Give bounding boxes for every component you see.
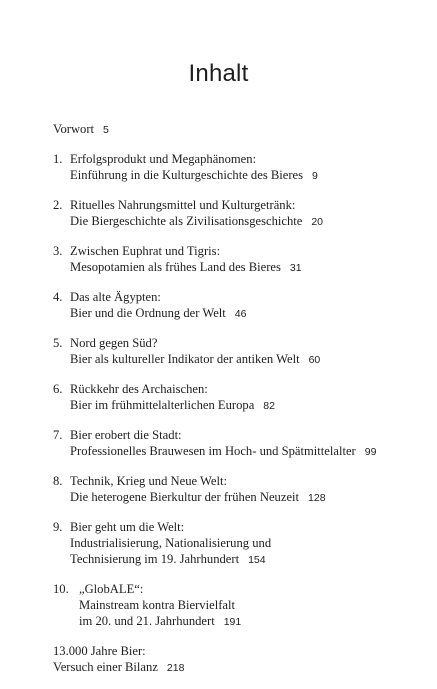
chapter-number: 1. bbox=[53, 152, 63, 166]
entry-subtitle: Technisierung im 19. Jahrhundert bbox=[70, 552, 240, 566]
entry-subtitle: Bier und die Ordnung der Welt bbox=[70, 306, 226, 320]
entry-subtitle-line bbox=[70, 443, 423, 460]
entry-title-line: Erfolgsprodukt und Megaphänomen: bbox=[70, 152, 257, 166]
entry-subtitle-line bbox=[70, 259, 423, 276]
entry-subtitle: Bier als kultureller Indikator der antiken Welt bbox=[70, 352, 300, 366]
toc-entry-chapter-10 bbox=[53, 581, 423, 630]
entry-subtitle: Einführung in die Kulturgeschichte des Bieres bbox=[70, 168, 304, 182]
page-number: 46 bbox=[234, 308, 247, 320]
page-number: 191 bbox=[223, 616, 242, 628]
toc-entry-chapter-1 bbox=[53, 151, 423, 184]
page-number: 31 bbox=[289, 262, 302, 274]
entry-subtitle-line bbox=[70, 305, 423, 322]
page-number: 5 bbox=[103, 124, 109, 136]
entry-title-line: Nord gegen Süd? bbox=[70, 336, 158, 350]
page-title: Inhalt bbox=[188, 60, 249, 87]
toc-entry-chapter-9 bbox=[53, 519, 423, 568]
entry-title: Vorwort bbox=[53, 122, 95, 136]
entry-subtitle: Professionelles Brauwesen im Hoch- und Spätmittelalter bbox=[70, 444, 356, 458]
entry-subtitle: im 20. und 21. Jahrhundert bbox=[79, 614, 215, 628]
entry-title-line: Bier erobert die Stadt: bbox=[70, 428, 182, 442]
chapter-number: 7. bbox=[53, 428, 63, 442]
table-of-contents bbox=[53, 121, 423, 689]
entry-title-line: Bier geht um die Welt: bbox=[70, 520, 185, 534]
entry-title-line: 13.000 Jahre Bier: bbox=[53, 644, 146, 658]
chapter-number: 10. bbox=[53, 582, 69, 596]
toc-entry-chapter-8 bbox=[53, 473, 423, 506]
toc-entry-chapter-3 bbox=[53, 243, 423, 276]
page-number: 99 bbox=[364, 446, 377, 458]
page-number: 82 bbox=[263, 400, 275, 412]
chapter-number: 5. bbox=[53, 336, 63, 350]
chapter-number: 4. bbox=[53, 290, 63, 304]
entry-subtitle: Die heterogene Bierkultur der frühen Neuzeit bbox=[70, 490, 300, 504]
page-number: 128 bbox=[308, 492, 326, 504]
toc-entry-foreword bbox=[53, 121, 423, 138]
entry-subtitle-line bbox=[70, 397, 423, 414]
entry-subtitle: Bier im frühmittelalterlichen Europa bbox=[70, 398, 255, 412]
entry-subtitle-line: Mainstream kontra Biervielfalt bbox=[79, 598, 235, 612]
chapter-number: 8. bbox=[53, 474, 63, 488]
entry-title-line: Rituelles Nahrungsmittel und Kulturgetränk: bbox=[70, 198, 296, 212]
entry-title-line: „GlobALE“: bbox=[79, 582, 144, 596]
entry-subtitle-line bbox=[53, 659, 423, 676]
entry-subtitle-line bbox=[70, 489, 423, 506]
entry-title-line: Technik, Krieg und Neue Welt: bbox=[70, 474, 227, 488]
entry-subtitle-line bbox=[79, 613, 423, 630]
entry-subtitle: Versuch einer Bilanz bbox=[53, 660, 158, 674]
entry-title-line: Zwischen Euphrat und Tigris: bbox=[70, 244, 221, 258]
entry-subtitle-line bbox=[70, 551, 423, 568]
chapter-number: 6. bbox=[53, 382, 63, 396]
entry-title-line: Rückkehr des Archaischen: bbox=[70, 382, 208, 396]
toc-entry-chapter-2 bbox=[53, 197, 423, 230]
entry-title-line: Das alte Ägypten: bbox=[70, 290, 161, 304]
page-number: 60 bbox=[308, 354, 321, 366]
toc-entry-chapter-6 bbox=[53, 381, 423, 414]
toc-entry-chapter-7 bbox=[53, 427, 423, 460]
entry-subtitle-line bbox=[70, 213, 423, 230]
chapter-number: 3. bbox=[53, 244, 63, 258]
chapter-number: 9. bbox=[53, 520, 63, 534]
entry-subtitle-line bbox=[70, 167, 423, 184]
toc-entry-chapter-4 bbox=[53, 289, 423, 322]
entry-subtitle: Die Biergeschichte als Zivilisationsgeschichte bbox=[70, 214, 303, 228]
entry-subtitle-line bbox=[70, 351, 423, 368]
page-number: 20 bbox=[311, 216, 324, 228]
entry-subtitle-line: Industrialisierung, Nationalisierung und bbox=[70, 536, 272, 550]
page-number: 218 bbox=[166, 662, 185, 674]
entry-subtitle: Mesopotamien als frühes Land des Bieres bbox=[70, 260, 281, 274]
page-number: 154 bbox=[248, 554, 266, 566]
page-number: 9 bbox=[312, 170, 318, 182]
chapter-number: 2. bbox=[53, 198, 63, 212]
toc-entry-chapter-5 bbox=[53, 335, 423, 368]
